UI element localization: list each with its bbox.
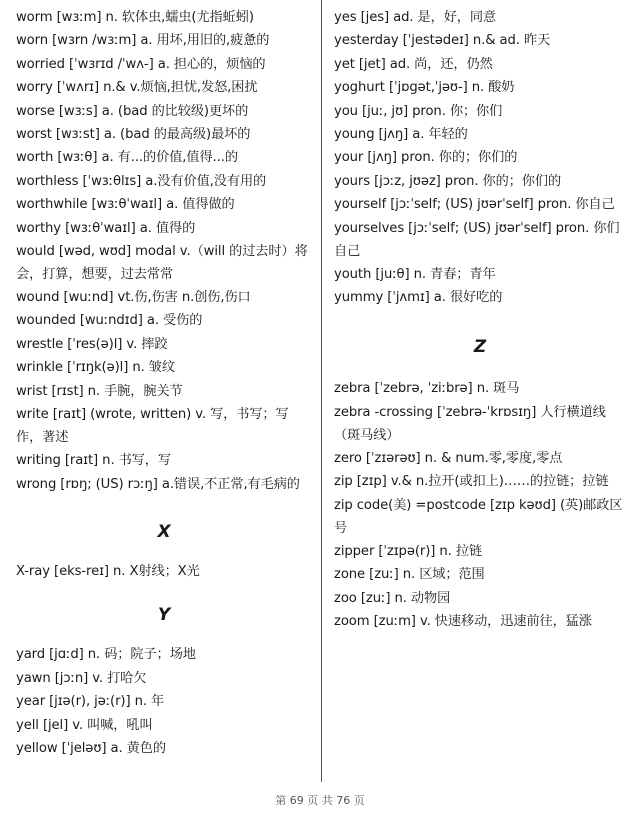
entry-wrestle: wrestle [ˈres(ə)l] v. 摔跤 bbox=[16, 336, 168, 352]
entry-wrong: wrong [rɒŋ; (US) rɔːŋ] a.错误,不正常,有毛病的 bbox=[16, 476, 300, 492]
entry-zebra-crossing: zebra -crossing [ˈzebrə-ˈkrɒsɪŋ] 人行横道线（斑马线） bbox=[334, 404, 606, 443]
entry-worry: worry [ˈwʌrɪ] n.& v.烦恼,担忧,发怒,困扰 bbox=[16, 80, 258, 96]
entry-worth: worth [wɜːθ] a. 有...的价值,值得...的 bbox=[16, 150, 238, 166]
entry-yesterday: yesterday [ˈjestədeɪ] n.& ad. 昨天 bbox=[334, 33, 551, 49]
entry-writing: writing [raɪt] n. 书写，写 bbox=[16, 453, 171, 469]
column-divider bbox=[321, 0, 322, 782]
entry-zero: zero [ˈzɪərəʊ] n. & num.零,零度,零点 bbox=[334, 450, 563, 466]
entry-youth: youth [juːθ] n. 青春；青年 bbox=[334, 266, 496, 282]
entry-zebra: zebra [ˈzebrə, ˈziːbrə] n. 斑马 bbox=[334, 381, 520, 397]
entry-worst: worst [wɜːst] a. (bad 的最高级)最坏的 bbox=[16, 127, 251, 143]
entry-wrinkle: wrinkle [ˈrɪŋk(ə)l] n. 皱纹 bbox=[16, 360, 175, 376]
entry-yours: yours [jɔːz, jʊəz] pron. 你的；你们的 bbox=[334, 173, 562, 189]
entry-yell: yell [jel] v. 叫喊，吼叫 bbox=[16, 717, 153, 733]
entry-zoom: zoom [zuːm] v. 快速移动，迅速前往，猛涨 bbox=[334, 613, 592, 629]
entry-worse: worse [wɜːs] a. (bad 的比较级)更坏的 bbox=[16, 103, 249, 119]
entry-wrist: wrist [rɪst] n. 手腕，腕关节 bbox=[16, 383, 183, 399]
entry-your: your [jʌŋ] pron. 你的；你们的 bbox=[334, 150, 518, 166]
entry-zoo: zoo [zuː] n. 动物园 bbox=[334, 590, 451, 606]
entry-yes: yes [jes] ad. 是，好，同意 bbox=[334, 10, 497, 25]
entry-yourselves: yourselves [jɔːˈself; (US) jʊərˈself] pron. 你们自己 bbox=[334, 220, 620, 259]
left-column bbox=[16, 6, 312, 760]
entry-worried: worried [ˈwɜrɪd /ˈwʌ-] a. 担心的，烦恼的 bbox=[16, 56, 266, 72]
entry-worn: worn [wɜrn /wɜːm] a. 用坏,用旧的,疲惫的 bbox=[16, 33, 270, 49]
entry-yummy: yummy [ˈjʌmɪ] a. 很好吃的 bbox=[334, 290, 503, 306]
entry-you: you [juː, jʊ] pron. 你；你们 bbox=[334, 103, 503, 119]
section-letter-z: Z bbox=[473, 337, 487, 358]
entry-worthless: worthless [ˈwɜːθlɪs] a.没有价值,没有用的 bbox=[16, 173, 267, 189]
entry-zip: zip [zɪp] v.& n.拉开(或扣上)……的拉链；拉链 bbox=[334, 474, 609, 490]
entry-yet: yet [jet] ad. 尚，还，仍然 bbox=[334, 56, 493, 72]
entry-yellow: yellow [ˈjeləʊ] a. 黄色的 bbox=[16, 740, 166, 756]
entry-wound: wound [wuːnd] vt.伤,伤害 n.创伤,伤口 bbox=[16, 290, 251, 306]
entry-zip-code: zip code(美) =postcode [zɪp kəʊd] (英)邮政区号 bbox=[334, 497, 623, 536]
entry-zipper: zipper [ˈzɪpə(r)] n. 拉链 bbox=[334, 543, 482, 559]
page-number-footer: 第 69 页 共 76 页 bbox=[275, 794, 365, 807]
entry-write: write [raɪt] (wrote, written) v. 写，书写；写作，著述 bbox=[16, 407, 289, 446]
right-column bbox=[334, 6, 626, 633]
entry-worthy: worthy [wɜːθˈwaɪl] a. 值得的 bbox=[16, 220, 196, 236]
entry-zone: zone [zuː] n. 区域；范围 bbox=[334, 567, 485, 583]
entry-yourself: yourself [jɔːˈself; (US) jʊərˈself] pron. 你自己 bbox=[334, 197, 615, 213]
entry-young: young [jʌŋ] a. 年轻的 bbox=[334, 127, 468, 143]
entry-worm: worm [wɜːm] n. 软体虫,蠕虫(尤指蚯蚓) bbox=[16, 10, 254, 25]
entry-year: year [jɪə(r), jəː(r)] n. 年 bbox=[16, 694, 165, 710]
entry-worthwhile: worthwhile [wɜːθˈwaɪl] a. 值得做的 bbox=[16, 197, 235, 213]
section-letter-y: Y bbox=[157, 605, 171, 626]
section-letter-x: X bbox=[157, 521, 171, 542]
entry-would: would [wəd, wʊd] modal v.（will 的过去时）将会，打算，想要，过去常常 bbox=[16, 244, 308, 283]
entry-yawn: yawn [jɔːn] v. 打哈欠 bbox=[16, 670, 147, 686]
entry-yoghurt: yoghurt [ˈjɒgət,ˈjəʊ-] n. 酸奶 bbox=[334, 80, 515, 96]
entry-x-ray: X-ray [eks-reɪ] n. X射线；X光 bbox=[16, 563, 200, 579]
entry-yard: yard [jɑːd] n. 码；院子；场地 bbox=[16, 647, 196, 663]
entry-wounded: wounded [wuːndɪd] a. 受伤的 bbox=[16, 313, 203, 329]
